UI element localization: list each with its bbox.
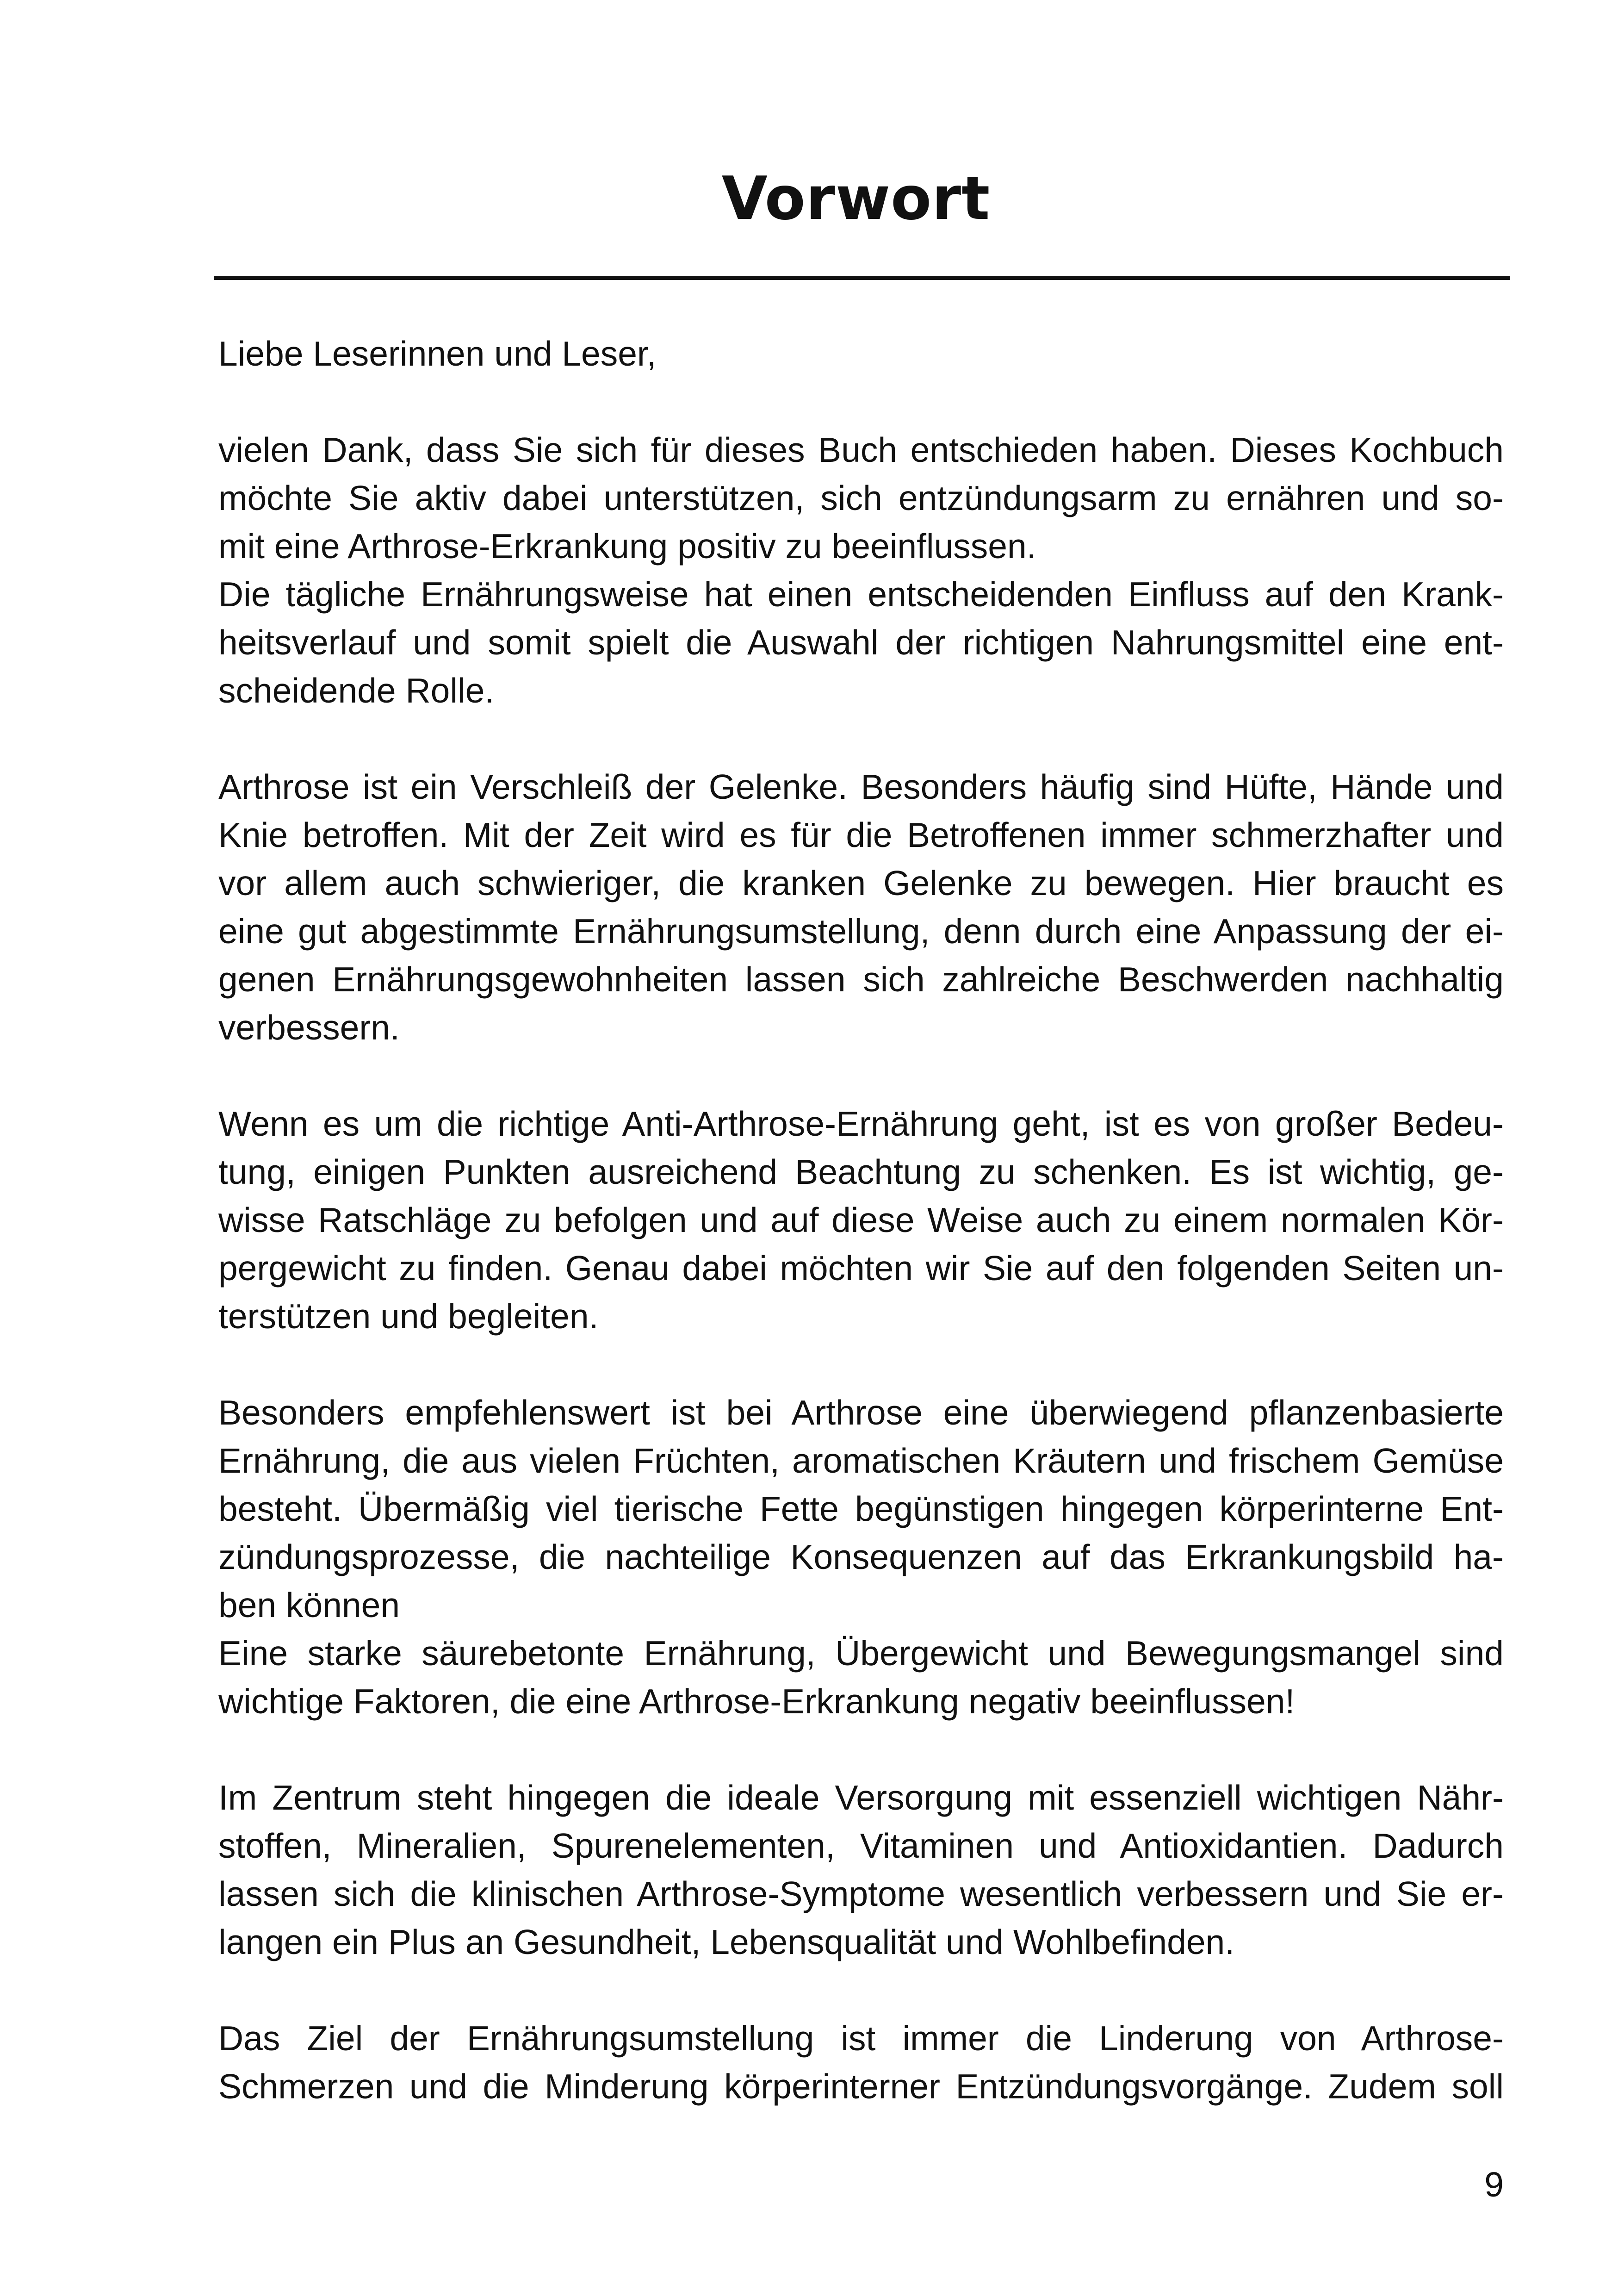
paragraph-line: wisse Ratschläge zu befolgen und auf diese Weise auch zu einem normalen Kör- [218, 1201, 1504, 1239]
paragraph-line: terstützen und begleiten. [218, 1297, 599, 1336]
page-number: 9 [1484, 2165, 1504, 2204]
paragraph-line: tung, einigen Punkten ausreichend Beachtung zu schenken. Es ist wichtig, ge- [218, 1152, 1504, 1191]
paragraph-line: wichtige Faktoren, die eine Arthrose-Erkrankung negativ beeinflussen! [218, 1682, 1295, 1721]
paragraph-spacer [218, 378, 1504, 426]
paragraph-spacer [218, 715, 1504, 763]
paragraph-line: genen Ernährungsgewohnheiten lassen sich zahlreiche Beschwerden nachhaltig [218, 960, 1504, 999]
paragraph-line: möchte Sie aktiv dabei unterstützen, sich entzündungsarm zu ernähren und so- [218, 479, 1504, 517]
paragraph-line: vor allem auch schwieriger, die kranken Gelenke zu bewegen. Hier braucht es [218, 864, 1504, 902]
paragraph-line: mit eine Arthrose-Erkrankung positiv zu beeinflussen. [218, 527, 1036, 566]
paragraph-line: Schmerzen und die Minderung körperinterner Entzündungsvorgänge. Zudem soll [218, 2067, 1504, 2106]
paragraph-spacer [218, 1725, 1504, 1773]
paragraph-spacer [218, 1340, 1504, 1388]
paragraph-line: Im Zentrum steht hingegen die ideale Versorgung mit essenziell wichtigen Nähr- [218, 1778, 1504, 1817]
salutation: Liebe Leserinnen und Leser, [218, 334, 657, 373]
paragraph-line: eine gut abgestimmte Ernährungsumstellung, denn durch eine Anpassung der ei- [218, 912, 1504, 951]
paragraph-line: Eine starke säurebetonte Ernährung, Übergewicht und Bewegungsmangel sind [218, 1634, 1504, 1673]
paragraph-line: scheidende Rolle. [218, 671, 495, 710]
paragraph-line: vielen Dank, dass Sie sich für dieses Buch entschieden haben. Dieses Kochbuch [218, 430, 1504, 469]
paragraph-line: Ernährung, die aus vielen Früchten, aromatischen Kräutern und frischem Gemüse [218, 1441, 1504, 1480]
paragraph-line: Das Ziel der Ernährungsumstellung ist immer die Linderung von Arthrose- [218, 2019, 1504, 2058]
paragraph-line: pergewicht zu finden. Genau dabei möchten wir Sie auf den folgenden Seiten un- [218, 1249, 1504, 1288]
paragraph-line: lassen sich die klinischen Arthrose-Symptome wesentlich verbessern und Sie er- [218, 1874, 1504, 1913]
paragraph-line: Knie betroffen. Mit der Zeit wird es für die Betroffenen immer schmerzhafter und [218, 815, 1504, 854]
paragraph-line: Besonders empfehlenswert ist bei Arthrose eine überwiegend pflanzenbasierte [218, 1393, 1504, 1432]
paragraph-line: stoffen, Mineralien, Spurenelementen, Vitaminen und Antioxidantien. Dadurch [218, 1826, 1504, 1865]
foreword-body [218, 330, 1504, 2110]
paragraph-line: zündungsprozesse, die nachteilige Konsequenzen auf das Erkrankungsbild ha- [218, 1537, 1504, 1576]
paragraph-line: heitsverlauf und somit spielt die Auswahl der richtigen Nahrungsmittel eine ent- [218, 623, 1504, 662]
paragraph-spacer [218, 1052, 1504, 1100]
paragraph-line: Die tägliche Ernährungsweise hat einen entscheidenden Einfluss auf den Krank- [218, 575, 1504, 614]
paragraph-line: Wenn es um die richtige Anti-Arthrose-Ernährung geht, ist es von großer Bedeu- [218, 1104, 1504, 1143]
paragraph-line: verbessern. [218, 1008, 400, 1047]
page-title: Vorwort [721, 164, 991, 233]
title-underline [214, 276, 1510, 280]
paragraph-line: besteht. Übermäßig viel tierische Fette begünstigen hingegen körperinterne Ent- [218, 1489, 1504, 1528]
paragraph-spacer [218, 1966, 1504, 2014]
paragraph-line: langen ein Plus an Gesundheit, Lebensqualität und Wohlbefinden. [218, 1923, 1235, 1961]
paragraph-line: Arthrose ist ein Verschleiß der Gelenke. Besonders häufig sind Hüfte, Hände und [218, 767, 1504, 806]
paragraph-line: ben können [218, 1586, 400, 1624]
